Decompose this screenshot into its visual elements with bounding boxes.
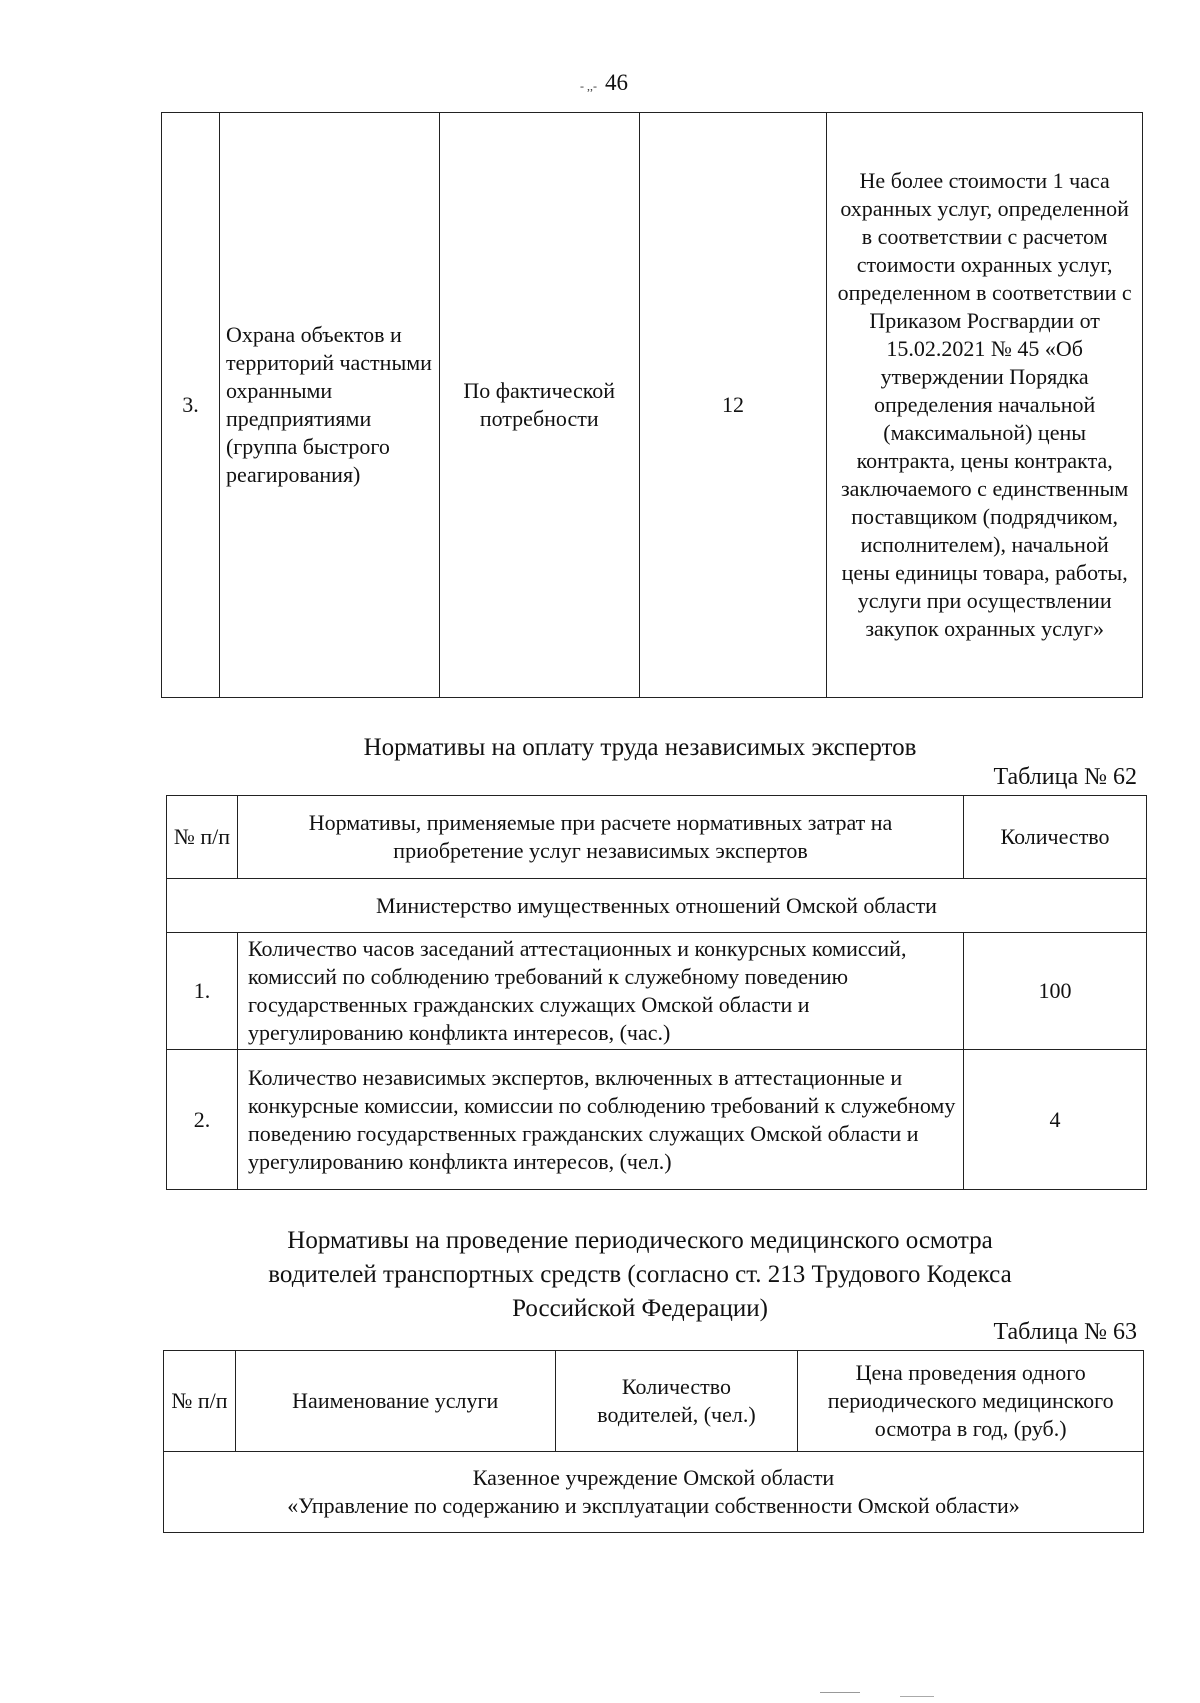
row-text: Количество часов заседаний аттестационных и конкурсных комиссий, комиссий по соблюдению требований к служебному поведению государственных гражданских служащих Омской области и урегулированию конфликта интересов, (час.): [237, 933, 963, 1050]
row-text: Количество независимых экспертов, включенных в аттестационные и конкурсные комиссии, комиссии по соблюдению требований к служебному поведению государственных гражданских служащих Омской области и урегулированию конфликта интересов, (чел.): [237, 1050, 963, 1190]
table-header-row: [167, 796, 1147, 879]
page-number-value: 46: [605, 70, 628, 95]
section-63-title-line: Российской Федерации): [512, 1295, 768, 1322]
table-62: [166, 795, 1147, 1190]
header-service-name: Наименование услуги: [235, 1351, 555, 1452]
group-ministry: Министерство имущественных отношений Омской области: [167, 879, 1147, 933]
row-quantity: 100: [964, 933, 1147, 1050]
header-number: № п/п: [164, 1351, 236, 1452]
table-header-row: [164, 1351, 1144, 1452]
table-63-label: Таблица № 63: [993, 1319, 1137, 1345]
service-name: Охрана объектов и территорий частными охранными предприятиями (группа быстрого реагирования): [219, 113, 439, 698]
table-group-row: [167, 879, 1147, 933]
scan-speck: [900, 1696, 934, 1697]
header-number: № п/п: [167, 796, 238, 879]
row-quantity: 4: [964, 1050, 1147, 1190]
scan-speck: [820, 1692, 860, 1693]
header-price: Цена проведения одного периодического медицинского осмотра в год, (руб.): [798, 1351, 1144, 1452]
service-quantity: 12: [639, 113, 827, 698]
service-price: Не более стоимости 1 часа охранных услуг, определенной в соответствии с расчетом стоимости охранных услуг, определенном в соответствии с Приказом Росгвардии от 15.02.2021 № 45 «Об утверждении Порядка определения начальной (максимальной) цены контракта, цены контракта, заключаемого с единственным поставщиком (подрядчиком, исполнителем), начальной цены единицы товара, работы, услуги при осуществлении закупок охранных услуг»: [827, 113, 1143, 698]
row-number: 1.: [167, 933, 238, 1050]
header-quantity: Количество: [964, 796, 1147, 879]
table-group-row: [164, 1452, 1144, 1533]
table-62-label: Таблица № 62: [993, 764, 1137, 790]
group-line: Казенное учреждение Омской области: [472, 1465, 835, 1490]
table-row: [162, 113, 1143, 698]
group-institution: [164, 1452, 1144, 1533]
header-norms: Нормативы, применяемые при расчете нормативных затрат на приобретение услуг независимых экспертов: [237, 796, 963, 879]
section-63-title-line: водителей транспортных средств (согласно ст. 213 Трудового Кодекса: [268, 1261, 1012, 1288]
table-row: [167, 933, 1147, 1050]
header-drivers: Количество водителей, (чел.): [555, 1351, 798, 1452]
row-number: 2.: [167, 1050, 238, 1190]
table-63: [163, 1350, 1144, 1533]
section-63-title-line: Нормативы на проведение периодического медицинского осмотра: [287, 1227, 993, 1254]
continuation-table: [161, 112, 1143, 698]
row-number: 3.: [162, 113, 220, 698]
section-63-title: [150, 1224, 1130, 1326]
group-line: «Управление по содержанию и эксплуатации собственности Омской области»: [287, 1493, 1020, 1518]
table-row: [167, 1050, 1147, 1190]
page-number: [580, 70, 660, 96]
service-norm: По фактической потребности: [439, 113, 639, 698]
page-mark: - ,,-: [580, 79, 597, 93]
section-62-title: Нормативы на оплату труда независимых экспертов: [363, 734, 917, 761]
